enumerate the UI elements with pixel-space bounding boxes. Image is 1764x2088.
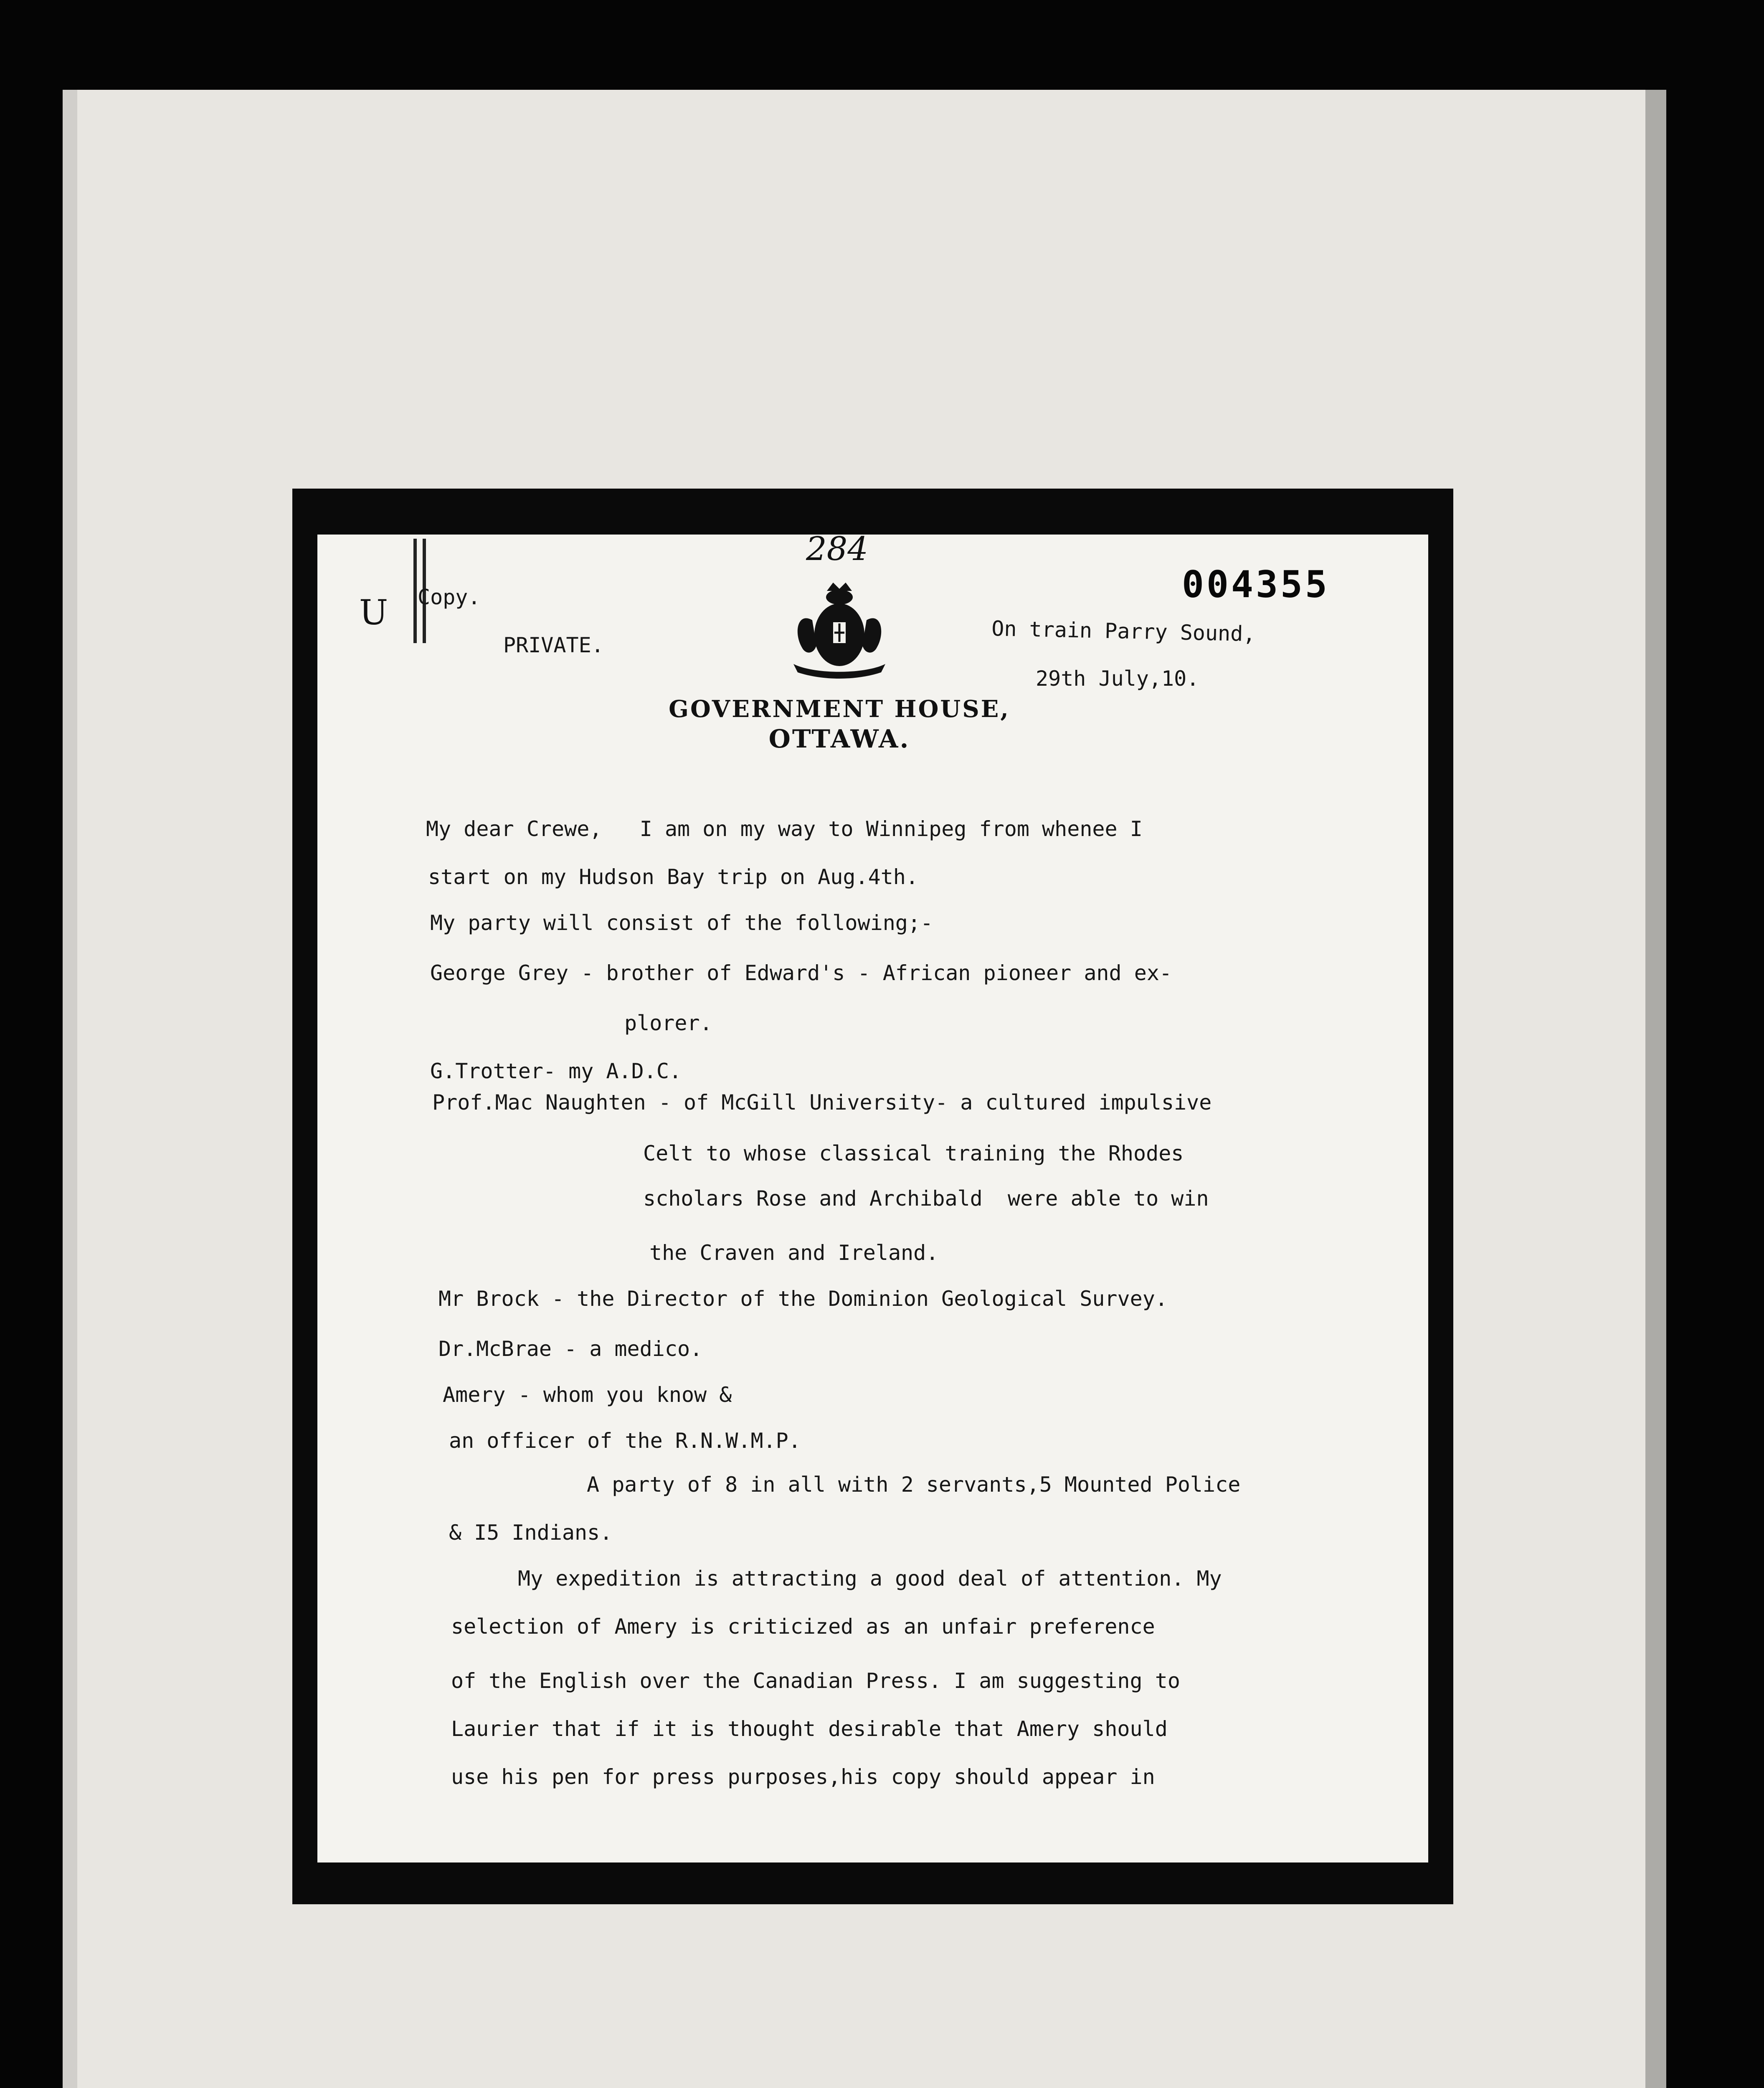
- letter-line: Celt to whose classical training the Rhodes: [643, 1141, 1184, 1166]
- letter-line: My dear Crewe, I am on my way to Winnipeg from whenee I: [426, 817, 1143, 841]
- letter-line: A party of 8 in all with 2 servants,5 Mounted Police: [587, 1472, 1241, 1497]
- letter-line: George Grey - brother of Edward's - African pioneer and ex-: [430, 961, 1172, 985]
- letter-line: use his pen for press purposes,his copy should appear in: [451, 1765, 1155, 1789]
- letter-line: & I5 Indians.: [449, 1520, 613, 1545]
- letterhead-line-1: GOVERNMENT HOUSE,: [669, 695, 1010, 723]
- letter-line: Mr Brock - the Director of the Dominion Geological Survey.: [438, 1287, 1168, 1311]
- document-number-stamp: 004355: [1182, 563, 1330, 606]
- letter-line: G.Trotter- my A.D.C.: [430, 1059, 682, 1083]
- letter-line: My party will consist of the following;-: [430, 911, 933, 935]
- copy-label: Copy.: [418, 585, 481, 609]
- handwritten-left-mark: U: [359, 593, 388, 633]
- film-edge-shadow: [63, 90, 77, 2088]
- letter-line: Prof.Mac Naughten - of McGill University- a cultured impulsive: [432, 1090, 1212, 1115]
- letter-line: an officer of the R.N.W.M.P.: [449, 1429, 801, 1453]
- letter-place: On train Parry Sound,: [991, 616, 1256, 646]
- letter-line: Laurier that if it is thought desirable that Amery should: [451, 1717, 1168, 1741]
- letter-date: 29th July,10.: [1036, 666, 1199, 691]
- letter-line: plorer.: [624, 1011, 712, 1035]
- letter-line: of the English over the Canadian Press. I am suggesting to: [451, 1669, 1180, 1693]
- handwritten-page-number: 284: [806, 530, 868, 568]
- letter-line: My expedition is attracting a good deal of attention. My: [518, 1566, 1222, 1591]
- letter-line: the Craven and Ireland.: [649, 1241, 939, 1265]
- letter-line: Amery - whom you know &: [443, 1383, 732, 1407]
- royal-crest-icon: [764, 574, 915, 683]
- letter-line: scholars Rose and Archibald were able to win: [643, 1186, 1209, 1211]
- letterhead-line-2: OTTAWA.: [768, 725, 910, 754]
- film-edge-shadow: [1645, 90, 1666, 2088]
- private-label: PRIVATE.: [503, 633, 604, 657]
- letter-line: start on my Hudson Bay trip on Aug.4th.: [428, 865, 918, 889]
- letter-line: Dr.McBrae - a medico.: [438, 1337, 703, 1361]
- letter-line: selection of Amery is criticized as an unfair preference: [451, 1614, 1155, 1639]
